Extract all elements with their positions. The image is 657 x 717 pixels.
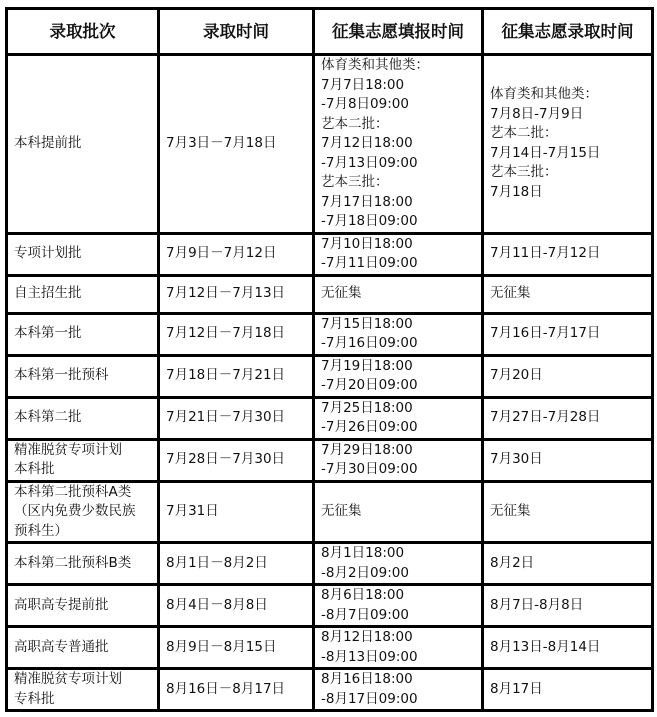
cell-fill-time xyxy=(314,233,483,275)
cell-admit-time: 7月18日－7月21日 xyxy=(159,355,314,397)
cell-fill-time xyxy=(314,55,483,234)
cell-fill-time xyxy=(314,585,483,627)
cell-batch-line: 专项计划批 xyxy=(14,245,82,262)
table-row xyxy=(7,585,653,627)
table-row xyxy=(7,627,653,669)
header-fill-time: 征集志愿填报时间 xyxy=(314,9,483,55)
cell-admit-time: 7月9日－7月12日 xyxy=(159,233,314,275)
table-row xyxy=(7,481,653,543)
cell-fill-time-line: 8月16日18:00 xyxy=(321,671,413,687)
cell-fill-time-line: -8月13日09:00 xyxy=(321,648,418,665)
cell-collect-admit-time xyxy=(483,55,653,234)
cell-fill-time xyxy=(314,355,483,397)
cell-batch-line: 本科第一批预科 xyxy=(14,367,109,384)
table-row xyxy=(7,313,653,355)
cell-collect-admit-time-line: 7月11日-7月12日 xyxy=(490,245,601,262)
cell-collect-admit-time-line: 7月30日 xyxy=(490,451,543,468)
cell-fill-time-line: 无征集 xyxy=(321,503,362,519)
cell-collect-admit-time-line: 8月7日-8月8日 xyxy=(490,596,584,613)
cell-fill-time-line: -7月16日09:00 xyxy=(321,335,418,351)
cell-collect-admit-time-line: 7月14日-7月15日 xyxy=(490,144,601,161)
cell-fill-time xyxy=(314,669,483,711)
cell-collect-admit-time xyxy=(483,275,653,313)
cell-batch xyxy=(7,355,159,397)
cell-fill-time-line: 7月7日18:00 xyxy=(321,76,405,93)
cell-collect-admit-time xyxy=(483,439,653,481)
cell-collect-admit-time-line: 艺本二批： xyxy=(490,125,558,142)
cell-collect-admit-time xyxy=(483,585,653,627)
header-batch: 录取批次 xyxy=(7,9,159,55)
cell-admit-time: 7月12日－7月13日 xyxy=(159,275,314,313)
cell-collect-admit-time xyxy=(483,233,653,275)
cell-collect-admit-time xyxy=(483,481,653,543)
cell-fill-time-line: -8月2日09:00 xyxy=(321,564,409,581)
table-row xyxy=(7,397,653,439)
cell-batch-line: 本科第二批预科B类 xyxy=(14,554,132,571)
table-row xyxy=(7,275,653,313)
cell-fill-time-line: 艺本三批： xyxy=(321,174,389,190)
table-row xyxy=(7,439,653,481)
cell-collect-admit-time-line: 7月27日-7月28日 xyxy=(490,409,601,426)
admission-schedule-table xyxy=(5,7,654,712)
cell-fill-time-line: 8月1日18:00 xyxy=(321,545,405,561)
cell-collect-admit-time-line: 8月2日 xyxy=(490,554,535,571)
table-row xyxy=(7,543,653,585)
cell-batch-line: 本科批 xyxy=(14,461,55,477)
cell-batch xyxy=(7,669,159,711)
cell-fill-time-line: -7月26日09:00 xyxy=(321,419,418,435)
cell-fill-time xyxy=(314,275,483,313)
cell-batch xyxy=(7,233,159,275)
cell-batch-line: 本科第二批 xyxy=(14,409,82,426)
cell-batch-line: 专科批 xyxy=(14,690,55,707)
cell-fill-time xyxy=(314,627,483,669)
cell-fill-time-line: -7月20日09:00 xyxy=(321,377,418,393)
cell-fill-time-line: -8月7日09:00 xyxy=(321,606,409,623)
cell-fill-time xyxy=(314,313,483,355)
cell-fill-time-line: 7月29日18:00 xyxy=(321,441,413,458)
cell-collect-admit-time-line: 7月20日 xyxy=(490,367,543,384)
cell-batch-line: （区内免费少数民族 xyxy=(14,503,136,519)
cell-batch xyxy=(7,543,159,585)
cell-batch-line: 精准脱贫专项计划 xyxy=(14,671,122,687)
cell-batch xyxy=(7,627,159,669)
cell-batch-line: 预科生） xyxy=(14,522,68,539)
cell-fill-time-line: 8月6日18:00 xyxy=(321,587,405,603)
cell-batch xyxy=(7,313,159,355)
table-row xyxy=(7,355,653,397)
cell-fill-time-line: 7月15日18:00 xyxy=(321,315,413,332)
cell-admit-time: 7月21日－7月30日 xyxy=(159,397,314,439)
table-body xyxy=(7,55,653,711)
cell-fill-time-line: 7月19日18:00 xyxy=(321,357,413,374)
cell-batch-line: 高职高专提前批 xyxy=(14,596,109,613)
cell-batch xyxy=(7,585,159,627)
cell-batch-line: 本科提前批 xyxy=(14,135,82,151)
table-row xyxy=(7,55,653,234)
cell-batch xyxy=(7,55,159,234)
cell-fill-time-line: -7月30日09:00 xyxy=(321,461,418,477)
cell-admit-time: 7月12日－7月18日 xyxy=(159,313,314,355)
cell-fill-time-line: 8月12日18:00 xyxy=(321,629,413,645)
cell-fill-time xyxy=(314,397,483,439)
cell-fill-time xyxy=(314,481,483,543)
cell-collect-admit-time xyxy=(483,543,653,585)
cell-collect-admit-time xyxy=(483,397,653,439)
cell-collect-admit-time xyxy=(483,627,653,669)
cell-fill-time-line: 体育类和其他类： xyxy=(321,57,429,73)
cell-admit-time: 7月31日 xyxy=(159,481,314,543)
cell-batch-line: 自主招生批 xyxy=(14,285,82,302)
cell-fill-time-line: 7月10日18:00 xyxy=(321,235,413,252)
cell-batch xyxy=(7,439,159,481)
cell-batch xyxy=(7,397,159,439)
cell-fill-time xyxy=(314,439,483,481)
cell-fill-time-line: -7月18日09:00 xyxy=(321,213,418,229)
cell-collect-admit-time-line: 艺本三批： xyxy=(490,164,558,181)
cell-batch-line: 精准脱贫专项计划 xyxy=(14,441,122,458)
cell-batch-line: 本科第一批 xyxy=(14,325,82,342)
cell-fill-time-line: 无征集 xyxy=(321,285,362,302)
cell-fill-time-line: 7月17日18:00 xyxy=(321,193,413,210)
table-header-row xyxy=(7,9,653,55)
cell-collect-admit-time xyxy=(483,355,653,397)
cell-admit-time: 8月4日－8月8日 xyxy=(159,585,314,627)
table-row xyxy=(7,669,653,711)
cell-batch xyxy=(7,275,159,313)
cell-batch-line: 高职高专普通批 xyxy=(14,638,109,655)
table-row xyxy=(7,233,653,275)
cell-admit-time: 8月16日－8月17日 xyxy=(159,669,314,711)
cell-fill-time-line: 7月25日18:00 xyxy=(321,399,413,416)
cell-collect-admit-time xyxy=(483,313,653,355)
cell-fill-time xyxy=(314,543,483,585)
cell-collect-admit-time-line: 无征集 xyxy=(490,285,531,302)
cell-admit-time: 8月9日－8月15日 xyxy=(159,627,314,669)
cell-collect-admit-time-line: 7月16日-7月17日 xyxy=(490,325,601,342)
cell-batch xyxy=(7,481,159,543)
cell-fill-time-line: 艺本二批： xyxy=(321,115,389,132)
cell-fill-time-line: -7月13日09:00 xyxy=(321,154,418,171)
cell-batch-line: 本科第二批预科A类 xyxy=(14,483,132,500)
cell-admit-time: 8月1日－8月2日 xyxy=(159,543,314,585)
cell-admit-time: 7月28日－7月30日 xyxy=(159,439,314,481)
cell-collect-admit-time-line: 7月8日-7月9日 xyxy=(490,105,584,122)
cell-fill-time-line: -7月8日09:00 xyxy=(321,96,409,112)
cell-admit-time: 7月3日－7月18日 xyxy=(159,55,314,234)
cell-collect-admit-time-line: 8月13日-8月14日 xyxy=(490,638,601,655)
cell-collect-admit-time-line: 无征集 xyxy=(490,503,531,519)
header-collect-admit-time: 征集志愿录取时间 xyxy=(483,9,653,55)
cell-collect-admit-time-line: 7月18日 xyxy=(490,183,543,200)
cell-fill-time-line: -8月17日09:00 xyxy=(321,690,418,707)
cell-collect-admit-time-line: 8月17日 xyxy=(490,680,543,697)
cell-collect-admit-time xyxy=(483,669,653,711)
cell-fill-time-line: -7月11日09:00 xyxy=(321,255,418,271)
cell-fill-time-line: 7月12日18:00 xyxy=(321,135,413,151)
cell-collect-admit-time-line: 体育类和其他类： xyxy=(490,86,598,103)
header-admit-time: 录取时间 xyxy=(159,9,314,55)
